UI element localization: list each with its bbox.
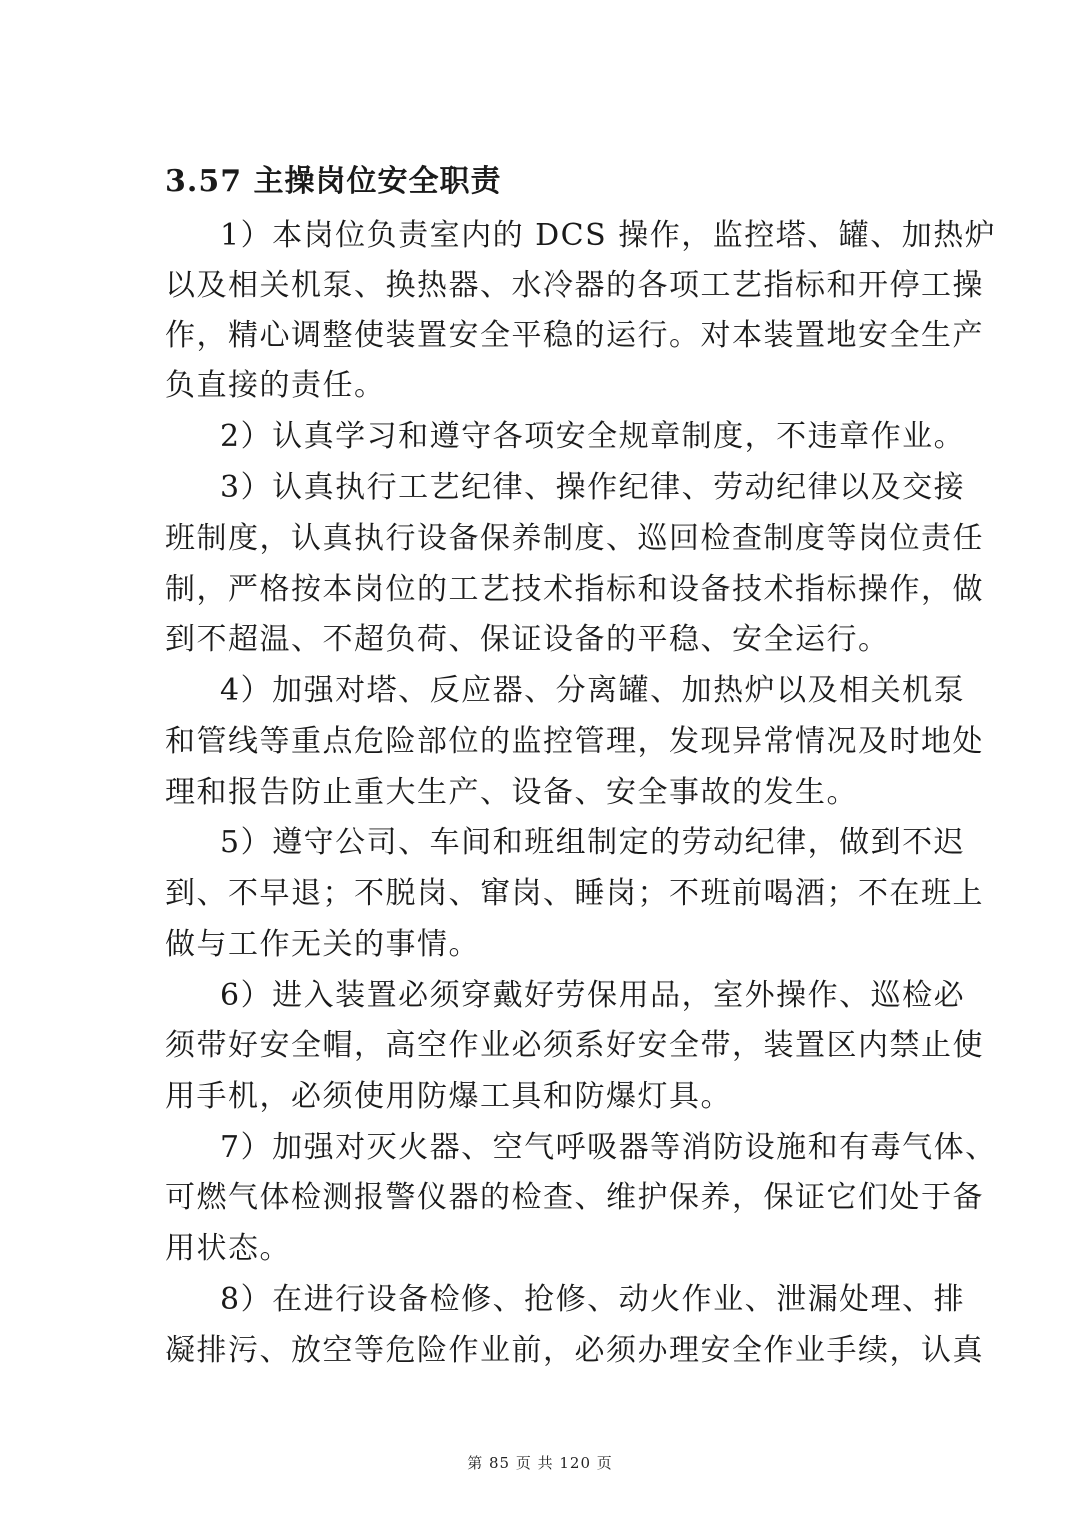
paragraph-line: 到、不早退；不脱岗、窜岗、睡岗；不班前喝酒；不在班上 (165, 876, 984, 911)
paragraph-line: 到不超温、不超负荷、保证设备的平稳、安全运行。 (165, 622, 890, 657)
paragraph-line: 8）在进行设备检修、抢修、动火作业、泄漏处理、排 (220, 1282, 966, 1317)
paragraph-line: 6）进入装置必须穿戴好劳保用品，室外操作、巡检必 (220, 978, 966, 1013)
paragraph-line: 2）认真学习和遵守各项安全规章制度，不违章作业。 (220, 419, 966, 454)
paragraph-line: 4）加强对塔、反应器、分离罐、加热炉以及相关机泵 (220, 673, 966, 708)
paragraph-line: 可燃气体检测报警仪器的检查、维护保养，保证它们处于备 (165, 1180, 984, 1215)
paragraph-line: 班制度，认真执行设备保养制度、巡回检查制度等岗位责任 (165, 521, 984, 556)
paragraph-line: 以及相关机泵、换热器、水冷器的各项工艺指标和开停工操 (165, 268, 984, 303)
paragraph-line: 作，精心调整使装置安全平稳的运行。对本装置地安全生产 (165, 318, 984, 353)
paragraph-line: 7）加强对灭火器、空气呼吸器等消防设施和有毒气体、 (220, 1130, 997, 1165)
paragraph-line: 用手机，必须使用防爆工具和防爆灯具。 (165, 1079, 732, 1114)
page-footer: 第 85 页 共 120 页 (467, 1454, 613, 1472)
paragraph-line: 1）本岗位负责室内的 DCS 操作，监控塔、罐、加热炉 (220, 218, 997, 253)
paragraph-line: 须带好安全帽，高空作业必须系好安全带，装置区内禁止使 (165, 1028, 984, 1063)
paragraph-line: 负直接的责任。 (165, 368, 386, 403)
paragraph-line: 用状态。 (165, 1231, 291, 1266)
section-heading: 3.57 主操岗位安全职责 (165, 164, 502, 199)
paragraph-line: 做与工作无关的事情。 (165, 927, 480, 962)
paragraph-line: 制，严格按本岗位的工艺技术指标和设备技术指标操作，做 (165, 572, 984, 607)
paragraph-line: 3）认真执行工艺纪律、操作纪律、劳动纪律以及交接 (220, 470, 966, 505)
paragraph-line: 理和报告防止重大生产、设备、安全事故的发生。 (165, 775, 858, 810)
paragraph-line: 凝排污、放空等危险作业前，必须办理安全作业手续，认真 (165, 1333, 984, 1368)
paragraph-line: 5）遵守公司、车间和班组制定的劳动纪律，做到不迟 (220, 825, 966, 860)
paragraph-line: 和管线等重点危险部位的监控管理，发现异常情况及时地处 (165, 724, 984, 759)
